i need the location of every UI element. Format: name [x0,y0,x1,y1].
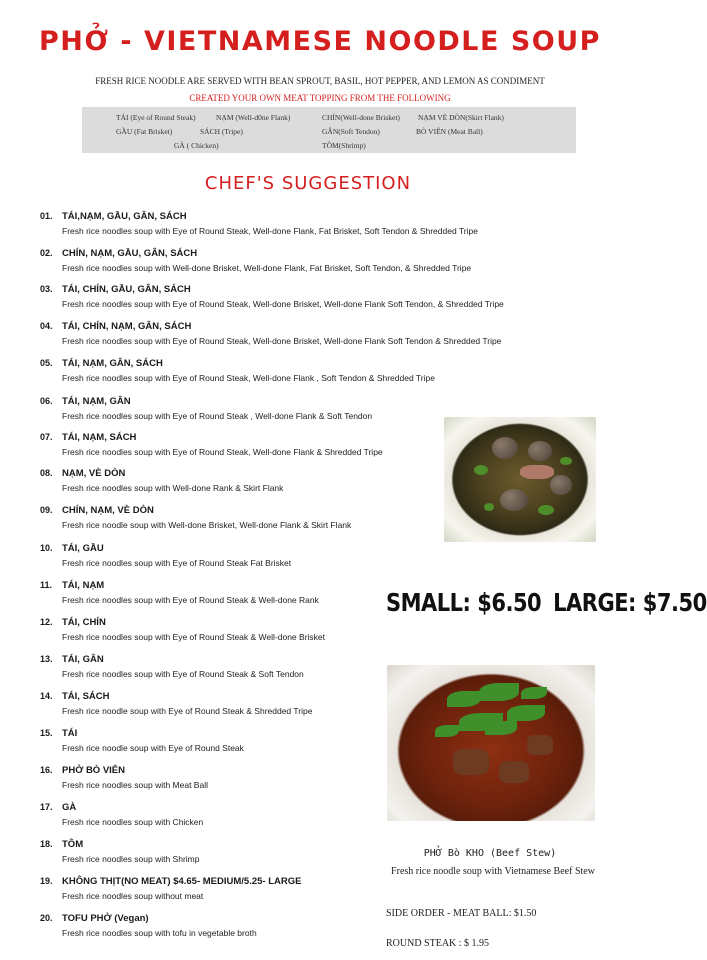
side-order-round-steak: ROUND STEAK : $ 1.95 [386,938,490,949]
item-description: Fresh rice noodles soup with Eye of Round Steak, Well-done Flank, Fat Brisket, Soft Tendon & Shredded Tripe [62,226,478,236]
item-number: 20. [40,913,53,923]
item-description: Fresh rice noodle soup with Well-done Brisket, Well-done Flank & Skirt Flank [62,520,352,530]
item-description: Fresh rice noodle soup with Eye of Round Steak & Shredded Tripe [62,706,313,716]
item-name: TÁI, CHÍN [62,617,106,628]
pho-bowl-photo [444,417,596,542]
item-name: PHỞ BÒ VIÊN [62,765,126,776]
item-name: TÁI,NẠM, GẦU, GÂN, SÁCH [62,211,187,222]
item-number: 08. [40,468,53,478]
topping-list-box [82,107,576,153]
item-name: TÁI, CHÍN, GẦU, GÂN, SÁCH [62,284,191,295]
item-name: TÁI, CHÍN, NẠM, GÂN, SÁCH [62,321,192,332]
topping-item: GẦU (Fat Brisket) [116,127,173,136]
item-description: Fresh rice noodles soup with Eye of Round Steak , Well-done Flank & Soft Tendon [62,411,373,421]
stew-title: PHỞ Bò KHO (Beef Stew) [423,848,557,859]
item-number: 05. [40,358,53,368]
item-description: Fresh rice noodles soup without meat [62,891,204,901]
item-description: Fresh rice noodles soup with Eye of Round Steak, Well-done Brisket, Well-done Flank Soft Tendon & Shredded Tripe [62,336,502,346]
item-number: 10. [40,543,53,553]
item-name: TÁI, GÂN [62,654,104,665]
small-price: SMALL: $6.50 [386,588,542,617]
item-number: 13. [40,654,53,664]
item-description: Fresh rice noodles soup with Eye of Round Steak & Soft Tendon [62,669,304,679]
condiment-note: FRESH RICE NOODLE ARE SERVED WITH BEAN SPROUT, BASIL, HOT PEPPER, AND LEMON AS CONDIMENT [95,76,545,86]
side-order-meatball: SIDE ORDER - MEAT BALL: $1.50 [386,908,537,919]
item-name: TOFU PHỞ (Vegan) [62,913,149,924]
item-description: Fresh rice noodles soup with tofu in vegetable broth [62,928,257,938]
price-label [386,588,707,617]
item-name: TÁI, NẠM, SÁCH [62,432,137,443]
item-number: 02. [40,248,53,258]
item-name: TÁI [62,728,78,739]
item-number: 06. [40,396,53,406]
item-description: Fresh rice noodles soup with Eye of Round Steak, Well-done Flank & Shredded Tripe [62,447,383,457]
item-number: 09. [40,505,53,515]
topping-item: BÒ VIÊN (Meat Ball) [416,127,483,136]
beef-stew-photo [387,665,595,821]
item-name: TÁI, NẠM, GÂN [62,396,131,407]
item-number: 03. [40,284,53,294]
item-number: 18. [40,839,53,849]
item-description: Fresh rice noodles soup with Shrimp [62,854,200,864]
item-name: KHÔNG THỊT(NO MEAT) $4.65- MEDIUM/5.25- LARGE [62,876,302,887]
topping-instruction: CREATED YOUR OWN MEAT TOPPING FROM THE FOLLOWING [189,93,451,103]
topping-item: TÁI (Eye of Round Steak) [116,113,196,122]
item-description: Fresh rice noodles soup with Chicken [62,817,204,827]
item-name: GÀ [62,802,77,813]
item-name: TÁI, GẦU [62,543,104,554]
item-number: 17. [40,802,53,812]
item-number: 01. [40,211,53,221]
item-number: 12. [40,617,53,627]
item-name: TÁI, SÁCH [62,691,110,702]
item-description: Fresh rice noodles soup with Eye of Round Steak & Well-done Rank [62,595,319,605]
item-name: TÁI, NẠM, GÂN, SÁCH [62,358,163,369]
item-name: NẠM, VÈ DÒN [62,468,126,479]
item-description: Fresh rice noodles soup with Eye of Round Steak, Well-done Brisket, Well-done Flank Soft Tendon, & Shredded Tripe [62,299,504,309]
item-description: Fresh rice noodles soup with Meat Ball [62,780,208,790]
topping-item: NẠM (Well-d0ne Flank) [216,113,291,122]
item-number: 16. [40,765,53,775]
topping-item: GÂN(Soft Tendon) [322,127,380,136]
large-price: LARGE: $7.50 [553,588,707,617]
item-name: TÔM [62,839,84,850]
item-number: 14. [40,691,53,701]
item-name: CHÍN, NẠM, GẦU, GÂN, SÁCH [62,248,198,259]
topping-item: CHÍN(Well-done Brisket) [322,113,400,122]
item-number: 11. [40,580,53,590]
item-name: TÁI, NẠM [62,580,105,591]
menu-title: PHỞ - VIETNAMESE NOODLE SOUP [39,26,601,57]
section-title: CHEF'S SUGGESTION [204,173,412,194]
topping-item: NẠM VÈ DÒN(Skirt Flank) [418,113,504,122]
item-number: 19. [40,876,53,886]
item-number: 07. [40,432,53,442]
item-description: Fresh rice noodles soup with Eye of Round Steak Fat Brisket [62,558,292,568]
item-name: CHÍN, NẠM, VÈ DÒN [62,505,154,516]
item-description: Fresh rice noodles soup with Eye of Round Steak, Well-done Flank , Soft Tendon & Shredded Tripe [62,373,435,383]
item-description: Fresh rice noodle soup with Eye of Round Steak [62,743,244,753]
item-description: Fresh rice noodles soup with Well-done Rank & Skirt Flank [62,483,284,493]
topping-item: SÁCH (Tripe) [200,127,243,136]
item-description: Fresh rice noodles soup with Well-done Brisket, Well-done Flank, Fat Brisket, Soft Tendon, & Shredded Tripe [62,263,472,273]
topping-item: GÀ ( Chicken) [174,141,219,150]
stew-description: Fresh rice noodle soup with Vietnamese Beef Stew [391,866,595,877]
item-number: 15. [40,728,53,738]
item-number: 04. [40,321,53,331]
topping-item: TÔM(Shrimp) [322,141,366,150]
item-description: Fresh rice noodles soup with Eye of Round Steak & Well-done Brisket [62,632,326,642]
